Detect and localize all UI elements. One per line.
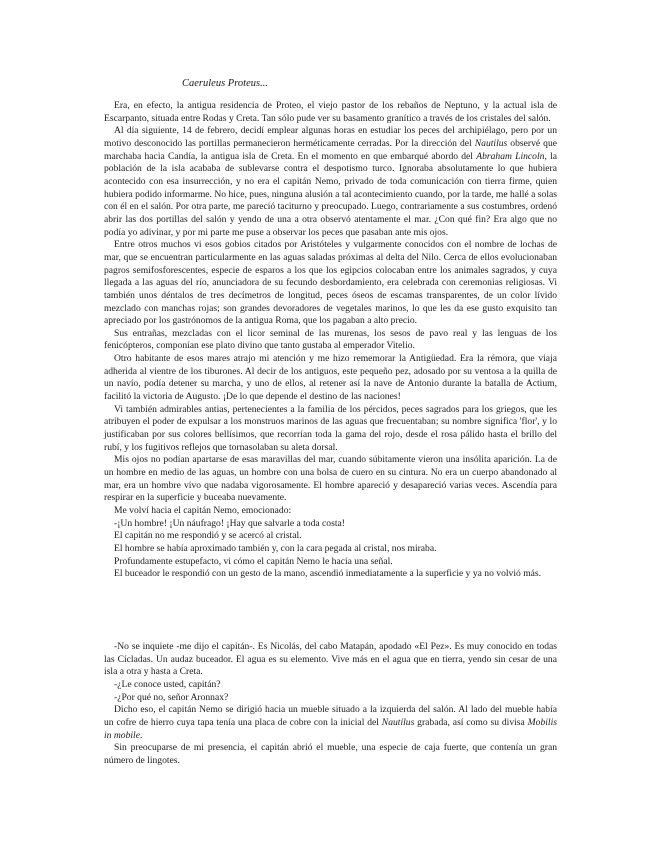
text-block-lower [104,641,557,768]
dialogue-line: -¿Por qué no, señor Aronnax? [114,691,229,703]
text-block-upper [104,100,557,581]
dialogue-line: -¡Un hombre! ¡Un náufrago! ¡Hay que salvarle a toda costa! [114,517,345,529]
paragraph: Sin preocuparse de mi presencia, el capitán abrió el mueble, una especie de caja fuerte, que contenía un gran número de lingotes. [104,742,557,766]
dialogue-line: Me volví hacia el capitán Nemo, emocionado: [114,505,292,516]
section-epigraph: Caeruleus Proteus... [182,78,268,89]
paragraph: Sus entrañas, mezcladas con el licor seminal de las murenas, los sesos de pavo real y las lenguas de los fenicópteros, componían ese plato divino que tanto gustaba al emperador Vitelio. [104,327,557,352]
dialogue-line: -¿Le conoce usted, capitán? [114,678,221,690]
paragraph: Otro habitante de esos mares atrajo mi atención y me hizo rememorar la Antigüedad. Era la rémora, que viaja adherida al vientre de los tiburones. Al decir de los antiguos, este pequeño pez, adosado por su ventosa a la quilla de un navío, podía detener su marcha, y uno de ellos, al retener así la nave de Antonio durante la batalla de Actium, facilitó la victoria de Augusto. ¡De lo que depende el destino de las naciones! [104,353,557,403]
paragraph: Dicho eso, el capitán Nemo se dirigió hacia un mueble situado a la izquierda del salón. Al lado del mueble había un cofre de hierro cuya tapa tenía una placa de cobre con la inicial del Nautilus grabada, así como su divisa Mobilis in mobile. [104,704,557,741]
dialogue-line: Profundamente estupefacto, vi cómo el capitán Nemo le hacía una señal. [114,555,393,567]
paragraph: -No se inquiete -me dijo el capitán-. Es Nicolás, del cabo Matapán, apodado «El Pez». Es muy conocido en todas las Cícladas. Un audaz buceador. El agua es su elemento. Vive más en el agua que en tierra, yendo sin cesar de una isla a otra y hasta a Creta. [104,641,557,678]
dialogue-line: El capitán no me respondió y se acercó al cristal. [114,530,302,542]
paragraph: Mis ojos no podían apartarse de esas maravillas del mar, cuando súbitamente vieron una insólita aparición. La de un hombre en medio de las aguas, un hombre con una bolsa de cuero en su cintura. No era un cuerpo abandonado al mar, era un hombre vivo que nadaba vigorosamente. El hombre apareció y desapareció varias veces. Ascendía para respirar en la superficie y buceaba nuevamente. [104,454,557,504]
paragraph: Era, en efecto, la antigua residencia de Proteo, el viejo pastor de los rebaños de Neptuno, y la actual isla de Escarpanto, situada entre Rodas y Creta. Tan sólo pude ver su basamento granítico a través de los cristales del salón. [104,100,557,124]
paragraph: El buceador le respondió con un gesto de la mano, ascendió inmediatamente a la superficie y ya no volvió más. [114,568,542,580]
paragraph: Entre otros muchos vi esos gobios citados por Aristóteles y vulgarmente conocidos con el nombre de lochas de mar, que se encuentran particularmente en las aguas saladas próximas al delta del Nilo. Cerca de ellos evolucionaban pagros semifosforescentes, especie de esparos a los que los egipcios colocaban entre los animales sagrados, y cuya llegada a las aguas del río, anunciadora de su fecundo desbordamiento, era celebrada con ceremonias religiosas. Vi también unos déntalos de tres decímetros de longitud, peces óseos de escamas transparentes, de un color lívido mezclado con manchas rojas; son grandes devoradores de vegetales marinos, lo que les da ese gusto exquisito tan apreciado por los gastrónomos de la antigua Roma, que los pagaban a alto precio. [104,239,557,327]
dialogue-line: El hombre se había aproximado también y, con la cara pegada al cristal, nos miraba. [114,542,437,554]
paragraph: Vi también admirables antias, pertenecientes a la familia de los pércidos, peces sagrados para los griegos, que les atribuyen el poder de expulsar a los monstruos marinos de las aguas que frecuentaban; su nombre significa 'flor', y lo justificaban por sus colores bellísimos, que recorrían toda la gama del rojo, desde el rosa pálido hasta el brillo del rubí, y los fugitivos reflejos que tornasolaban su aleta dorsal. [104,403,557,453]
paragraph: Al día siguiente, 14 de febrero, decidí emplear algunas horas en estudiar los peces del archipiélago, pero por un motivo desconocido las portillas permanecieron herméticamente cerradas. Por la dirección del Nautilus observé que marchaba hacia Candía, la antigua isla de Creta. En el momento en que embarqué abordo del Abraham Lincoln, la población de la isla acababa de sublevarse contra el despotismo turco. Ignoraba absolutamente lo que hubiera acontecido con esa insurrección, y no era el capitán Nemo, privado de toda comunicación con tierra firme, quien hubiera podido informarme. No hice, pues, ninguna alusión a tal acontecimiento cuando, por la tarde, me hallé a solas con él en el salón. Por otra parte, me pareció taciturno y preocupado. Luego, contrariamente a sus costumbres, ordenó abrir las dos portillas del salón y yendo de una a otra observó atentamente el mar. ¿Con qué fin? Era algo que no podía yo adivinar, y por mi parte me puse a observar los peces que pasaban ante mis ojos. [104,125,558,238]
